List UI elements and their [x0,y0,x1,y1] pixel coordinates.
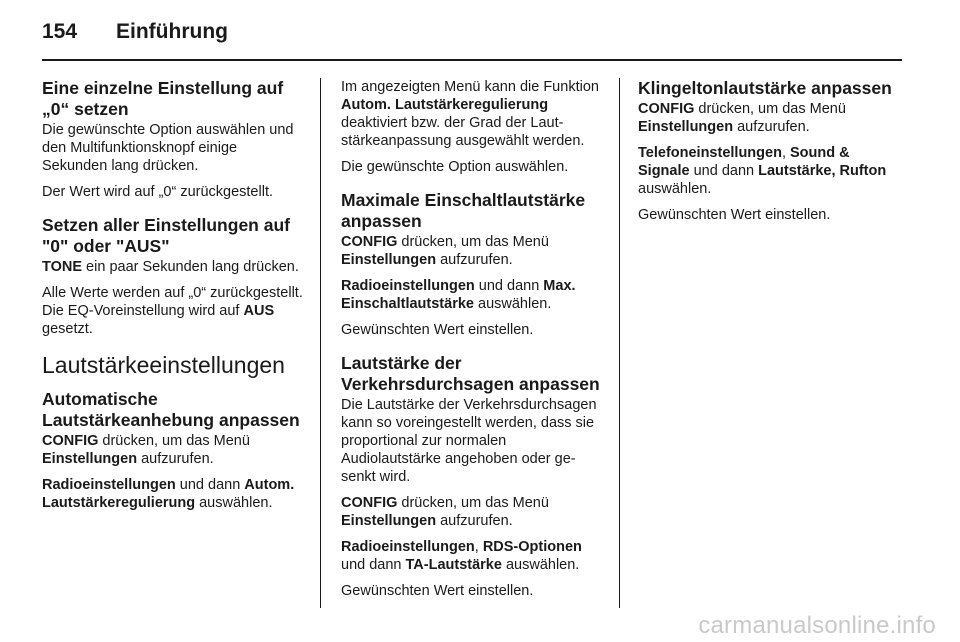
menu-label: Radioeinstellungen [341,539,475,555]
paragraph: CONFIG drücken, um das Menü Einstellungen aufzurufen. [638,101,846,135]
paragraph: Alle Werte werden auf „0“ zurückgestellt. Die EQ-Voreinstellung wird auf AUS gesetzt. [42,285,303,337]
paragraph: Im angezeigten Menü kann die Funktion Autom. Lautstärkeregulierung deaktiviert bzw. der Grad der Lautstärkeanpassung ausgewählt werden. [341,79,599,149]
paragraph: Der Wert wird auf „0“ zurückgestellt. [42,184,273,200]
paragraph: CONFIG drücken, um das Menü Einstellungen aufzurufen. [42,433,250,467]
menu-label: Autom. Lautstärkeregulierung [42,477,295,511]
menu-label: Einstellungen [341,252,437,268]
menu-label: Einstellungen [42,451,138,467]
paragraph: TONE ein paar Sekunden lang drücken. [42,259,299,275]
menu-label: Max. Einschaltlautstärke [341,278,576,312]
section-auto-volume-cont [341,78,603,176]
watermark: carmanualsonline.info [698,612,936,639]
section-max-startup-volume [341,190,603,339]
paragraph: Radioeinstellungen, RDS-Optionen und dann TA-Lautstärke auswählen. [341,539,582,573]
paragraph: Die gewünschte Option auswählen und den Multifunktionsknopf einige Sekunden lang drücken. [42,122,294,174]
section-heading: Automatische Lautstärkeanhebung anpassen [42,389,300,430]
paragraph: CONFIG drücken, um das Menü Einstellungen aufzurufen. [341,495,549,529]
paragraph: Radioeinstellungen und dann Autom. Lautstärkeregulierung auswählen. [42,477,295,511]
chapter-heading: Lautstärkeeinstellungen [42,352,285,378]
paragraph: Radioeinstellungen und dann Max. Einschaltlautstärke auswählen. [341,278,576,312]
menu-label: RDS-Optionen [482,539,582,555]
column-divider [320,78,321,608]
section-heading: Eine einzelne Einstellung auf „0“ setzen [42,78,284,119]
column-right [638,78,900,238]
paragraph: Die gewünschte Option auswählen. [341,159,569,175]
menu-label: Einstellungen [638,119,734,135]
menu-label: Sound & Signale [638,145,850,179]
section-heading: Maximale Einschaltlautstärke anpassen [341,190,586,231]
paragraph: Telefoneinstellungen, Sound & Signale und dann Lautstärke, Rufton auswählen. [638,145,887,197]
section-single-reset [42,78,304,201]
paragraph: Die Lautstärke der Verkehrsdurchsagen kann so voreingestellt werden, dass sie proportional zur normalen Audiolautstärke angehoben oder gesenkt wird. [341,397,597,485]
menu-label: Einstellungen [341,513,437,529]
section-traffic-volume [341,353,603,600]
menu-label: Autom. Lautstärkeregulierung [341,97,549,113]
page-header [42,18,902,60]
key-label: TONE [42,259,83,275]
section-heading: Lautstärke der Verkehrsdurchsagen anpassen [341,353,600,394]
page-title: Einführung [116,20,228,43]
section-ringtone-volume [638,78,900,224]
paragraph: Gewünschten Wert einstellen. [638,207,831,223]
section-reset-all [42,215,304,338]
column-divider [619,78,620,608]
column-middle [341,78,603,614]
menu-label: Lautstärke, Rufton [758,163,887,179]
menu-label: Radioeinstellungen [341,278,475,294]
page-number: 154 [42,20,78,43]
key-label: AUS [243,303,275,319]
key-label: CONFIG [42,433,99,449]
key-label: CONFIG [341,495,398,511]
paragraph: CONFIG drücken, um das Menü Einstellungen aufzurufen. [341,234,549,268]
column-left [42,78,304,526]
header-rule [42,59,902,61]
key-label: CONFIG [638,101,695,117]
paragraph: Gewünschten Wert einstellen. [341,583,534,599]
section-auto-volume [42,389,304,512]
menu-label: Telefoneinstellungen [638,145,782,161]
menu-label: TA-Lautstärke [405,557,502,573]
key-label: CONFIG [341,234,398,250]
section-heading: Klingeltonlautstärke anpassen [638,78,892,98]
section-heading: Setzen aller Einstellungen auf "0" oder "AUS" [42,215,290,256]
paragraph: Gewünschten Wert einstellen. [341,322,534,338]
menu-label: Radioeinstellungen [42,477,176,493]
